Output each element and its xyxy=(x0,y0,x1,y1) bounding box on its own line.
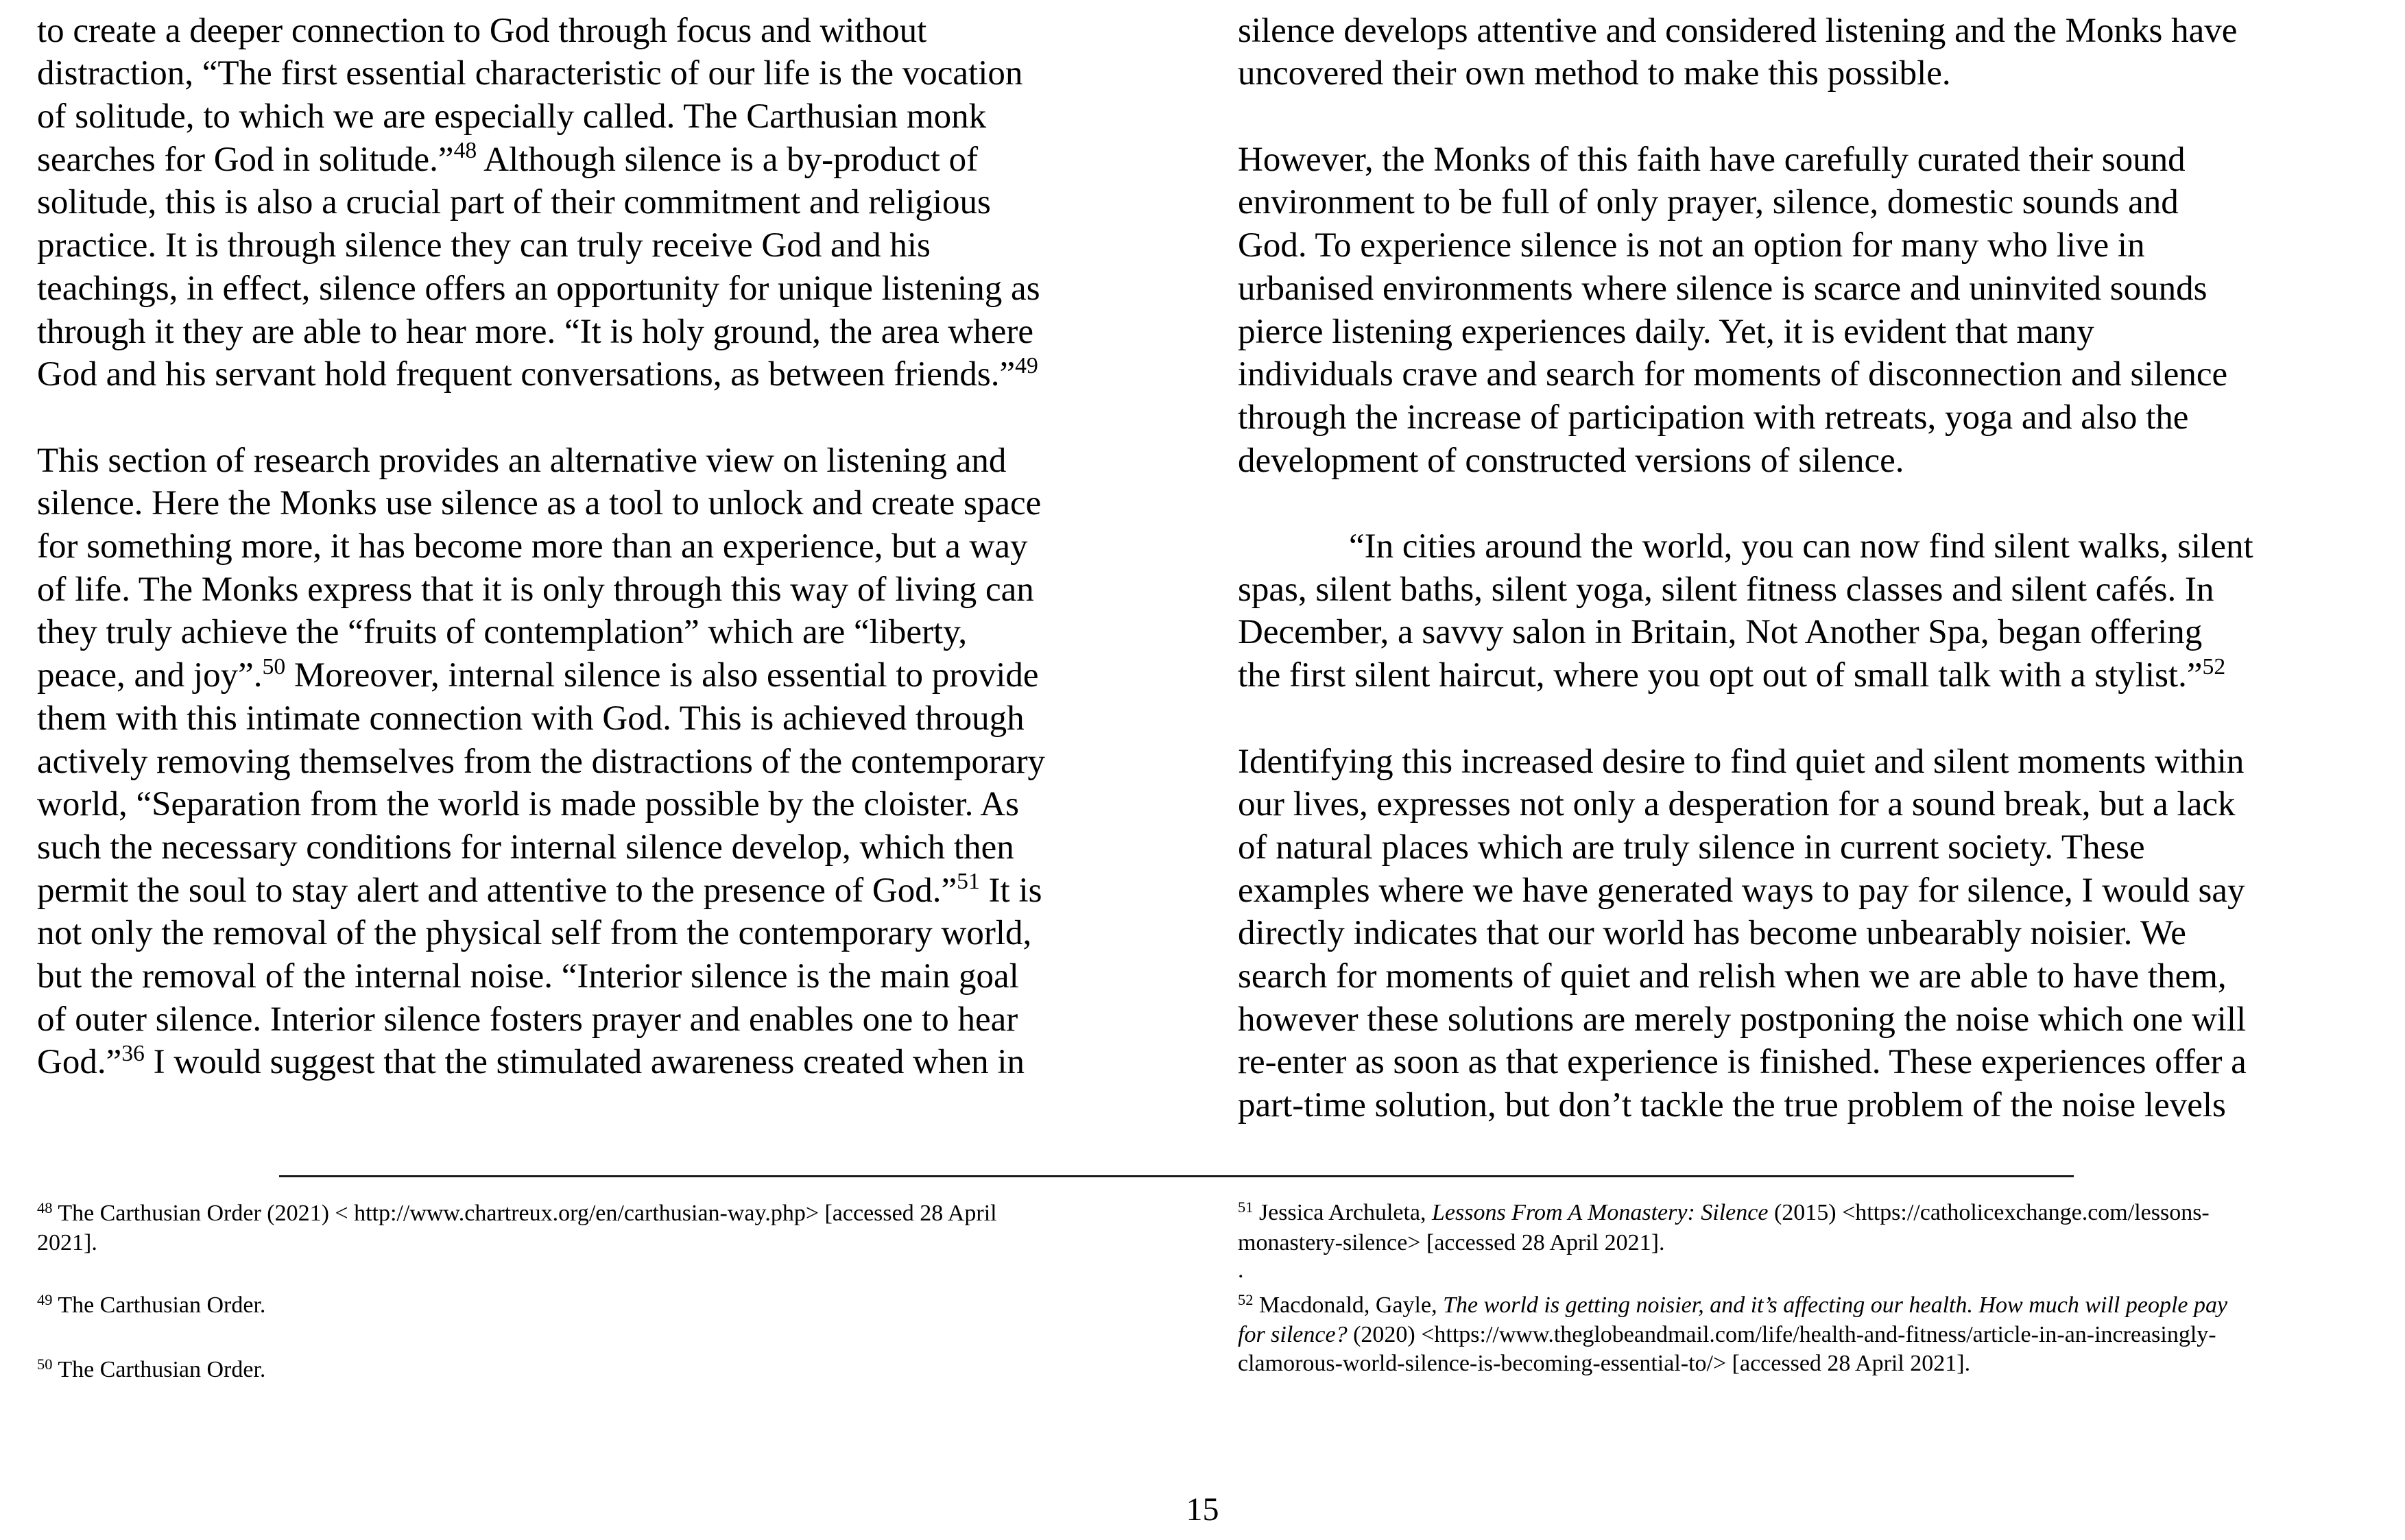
body-text-line xyxy=(1238,916,2186,951)
text-run: December, a savvy salon in Britain, Not Another Spa, began offering xyxy=(1238,613,2203,652)
body-text-line xyxy=(1238,312,2094,351)
body-text-line xyxy=(1238,228,2145,263)
footnote-reference[interactable]: 36 xyxy=(121,1040,145,1066)
body-text-line xyxy=(1238,615,2202,650)
footnote-reference[interactable]: 48 xyxy=(453,138,477,164)
footnote-line xyxy=(37,1355,266,1382)
body-text-line xyxy=(1238,56,1951,91)
text-run: but the removal of the internal noise. “Interior silence is the main goal xyxy=(37,957,1019,996)
text-run: (2020) <https://www.theglobeandmail.com/life/health-and-fitness/article-in-an-increasingly- xyxy=(1347,1321,2216,1347)
footnote-reference[interactable]: 50 xyxy=(262,653,286,679)
body-text-line xyxy=(37,529,1028,564)
text-run: for something more, it has become more than an experience, but a way xyxy=(37,527,1028,566)
footnote-reference[interactable]: 51 xyxy=(957,869,980,895)
body-text-line xyxy=(37,787,1019,822)
text-run: of solitude, to which we are especially called. The Carthusian monk xyxy=(37,97,987,136)
text-run: However, the Monks of this faith have carefully curated their sound xyxy=(1238,140,2186,179)
text-run: practice. It is through silence they can truly receive God and his xyxy=(37,226,931,265)
text-run: distraction, “The first essential characteristic of our life is the vocation xyxy=(37,54,1023,93)
page-number: 15 xyxy=(1186,1491,1219,1528)
body-text-line xyxy=(37,742,1046,781)
text-run: world, “Separation from the world is made possible by the cloister. As xyxy=(37,785,1019,824)
text-run: silence develops attentive and considered listening and the Monks have xyxy=(1238,11,2238,50)
text-run: Macdonald, Gayle, xyxy=(1253,1292,1444,1318)
body-text-line xyxy=(1238,140,2186,179)
citation-title: The world is getting noisier, and it’s affecting our health. How much will people pay xyxy=(1443,1292,2228,1318)
body-text-line xyxy=(1238,441,1904,480)
body-text-line xyxy=(1238,787,2236,822)
body-text-line xyxy=(1238,1002,2246,1037)
body-text-line xyxy=(37,486,1041,521)
text-run: such the necessary conditions for internal silence develop, which then xyxy=(37,828,1014,867)
body-text-line xyxy=(37,352,1038,394)
body-text-line xyxy=(37,99,986,134)
body-text-line xyxy=(37,312,1033,351)
text-run: them with this intimate connection with God. This is achieved through xyxy=(37,699,1025,738)
body-text-line xyxy=(37,869,1042,910)
body-text-line xyxy=(37,269,1040,308)
text-run: through the increase of participation with retreats, yoga and also the xyxy=(1238,398,2189,437)
text-run: Although silence is a by-product of xyxy=(477,140,979,179)
text-run: searches for God in solitude.” xyxy=(37,140,454,179)
body-text-line xyxy=(1349,529,2253,564)
text-run: I would suggest that the stimulated awareness created when in xyxy=(144,1043,1025,1082)
text-run: development of constructed versions of silence. xyxy=(1238,441,1904,480)
body-text-line xyxy=(1238,742,2245,781)
text-run: part-time solution, but don’t tackle the true problem of the noise levels xyxy=(1238,1086,2226,1125)
text-run: they truly achieve the “fruits of contemplation” which are “liberty, xyxy=(37,613,968,652)
text-run: Identifying this increased desire to find quiet and silent moments within xyxy=(1238,742,2245,781)
body-text-line xyxy=(37,138,979,179)
body-text-line xyxy=(1238,1088,2226,1123)
text-run: . xyxy=(1238,1257,1244,1283)
text-run: actively removing themselves from the distractions of the contemporary xyxy=(37,742,1046,781)
text-run: “In cities around the world, you can now find silent walks, silent xyxy=(1349,527,2253,566)
text-run: peace, and joy”. xyxy=(37,656,263,695)
text-run: Moreover, internal silence is also essential to provide xyxy=(285,656,1039,695)
text-run: God.” xyxy=(37,1043,122,1082)
text-run: The Carthusian Order (2021) < http://www.chartreux.org/en/carthusian-way.php> [accessed 28 April xyxy=(52,1200,997,1226)
footnote-line xyxy=(37,1199,997,1226)
text-run: our lives, expresses not only a desperation for a sound break, but a lack xyxy=(1238,785,2236,824)
text-run: God. To experience silence is not an option for many who live in xyxy=(1238,226,2145,265)
text-run: pierce listening experiences daily. Yet, it is evident that many xyxy=(1238,312,2094,351)
footnote-number: 49 xyxy=(37,1290,53,1308)
body-text-line xyxy=(37,56,1022,91)
text-run: individuals crave and search for moments of disconnection and silence xyxy=(1238,355,2228,394)
footnote-line xyxy=(1238,1198,2210,1225)
text-run: God and his servant hold frequent conversations, as between friends.” xyxy=(37,355,1016,394)
body-text-line xyxy=(37,653,1039,695)
citation-title: for silence? xyxy=(1238,1321,1348,1347)
footnote-line xyxy=(1238,1259,1244,1282)
text-run: urbanised environments where silence is scarce and uninvited sounds xyxy=(1238,269,2207,308)
footnote-line xyxy=(37,1231,97,1255)
body-text-line xyxy=(37,701,1025,736)
text-run: uncovered their own method to make this possible. xyxy=(1238,54,1951,93)
body-text-line xyxy=(1238,357,2227,392)
footnote-line xyxy=(1238,1352,1970,1375)
text-run: solitude, this is also a crucial part of their commitment and religious xyxy=(37,183,991,222)
body-text-line xyxy=(1238,400,2188,435)
body-text-line xyxy=(37,185,991,220)
text-run: the first silent haircut, where you opt out of small talk with a stylist.” xyxy=(1238,656,2203,695)
footnote-separator xyxy=(279,1175,2074,1177)
body-text-line xyxy=(1238,185,2179,220)
body-text-line xyxy=(37,228,931,263)
body-text-line xyxy=(37,441,1007,480)
body-text-line xyxy=(37,1040,1025,1082)
text-run: search for moments of quiet and relish when we are able to have them, xyxy=(1238,957,2227,996)
text-run: of life. The Monks express that it is only through this way of living can xyxy=(37,570,1034,609)
footnote-line xyxy=(1238,1231,1664,1255)
body-text-line xyxy=(1238,653,2226,695)
text-run: monastery-silence> [accessed 28 April 2021]. xyxy=(1238,1229,1665,1255)
text-run: clamorous-world-silence-is-becoming-essential-to/> [accessed 28 April 2021]. xyxy=(1238,1350,1971,1376)
body-text-line xyxy=(1238,11,2238,50)
text-run: however these solutions are merely postponing the noise which one will xyxy=(1238,1000,2247,1039)
body-text-line xyxy=(1238,269,2207,308)
text-run: of natural places which are truly silence in current society. These xyxy=(1238,828,2145,867)
text-run: through it they are able to hear more. “It is holy ground, the area where xyxy=(37,312,1033,351)
body-text-line xyxy=(37,615,967,650)
body-text-line xyxy=(37,830,1014,865)
text-run: directly indicates that our world has become unbearably noisier. We xyxy=(1238,914,2186,953)
body-text-line xyxy=(1238,570,2214,609)
footnote-reference[interactable]: 52 xyxy=(2202,653,2226,679)
text-run: The Carthusian Order. xyxy=(52,1356,266,1382)
footnote-number: 50 xyxy=(37,1355,53,1373)
text-run: re-enter as soon as that experience is finished. These experiences offer a xyxy=(1238,1043,2247,1082)
text-run: not only the removal of the physical self from the contemporary world, xyxy=(37,914,1032,953)
body-text-line xyxy=(37,11,927,50)
body-text-line xyxy=(1238,959,2227,994)
text-run: The Carthusian Order. xyxy=(52,1292,266,1318)
footnote-reference[interactable]: 49 xyxy=(1015,352,1038,378)
body-text-line xyxy=(37,1002,1018,1037)
body-text-line xyxy=(37,959,1019,994)
text-run: teachings, in effect, silence offers an opportunity for unique listening as xyxy=(37,269,1040,308)
text-run: 2021]. xyxy=(37,1229,97,1255)
text-run: to create a deeper connection to God through focus and without xyxy=(37,11,927,50)
body-text-line xyxy=(1238,871,2245,910)
body-text-line xyxy=(1238,1045,2247,1080)
body-text-line xyxy=(37,916,1031,951)
text-run: environment to be full of only prayer, silence, domestic sounds and xyxy=(1238,183,2179,222)
text-run: This section of research provides an alternative view on listening and xyxy=(37,441,1007,480)
footnote-number: 48 xyxy=(37,1199,53,1216)
footnote-line xyxy=(37,1290,266,1318)
text-run: of outer silence. Interior silence fosters prayer and enables one to hear xyxy=(37,1000,1018,1039)
text-run: examples where we have generated ways to pay for silence, I would say xyxy=(1238,871,2245,910)
footnote-number: 51 xyxy=(1238,1198,1254,1216)
text-run: permit the soul to stay alert and attentive to the presence of God.” xyxy=(37,871,957,910)
footnote-line xyxy=(1238,1290,2228,1318)
footnote-number: 52 xyxy=(1238,1290,1254,1308)
citation-title: Lessons From A Monastery: Silence xyxy=(1432,1199,1769,1225)
text-run: (2015) <https://catholicexchange.com/lessons- xyxy=(1768,1199,2210,1225)
footnote-line xyxy=(1238,1323,2216,1347)
text-run: It is xyxy=(979,871,1042,910)
text-run: Jessica Archuleta, xyxy=(1253,1199,1433,1225)
text-run: spas, silent baths, silent yoga, silent fitness classes and silent cafés. In xyxy=(1238,570,2214,609)
body-text-line xyxy=(1238,830,2145,865)
text-run: silence. Here the Monks use silence as a tool to unlock and create space xyxy=(37,484,1042,523)
body-text-line xyxy=(37,570,1034,609)
